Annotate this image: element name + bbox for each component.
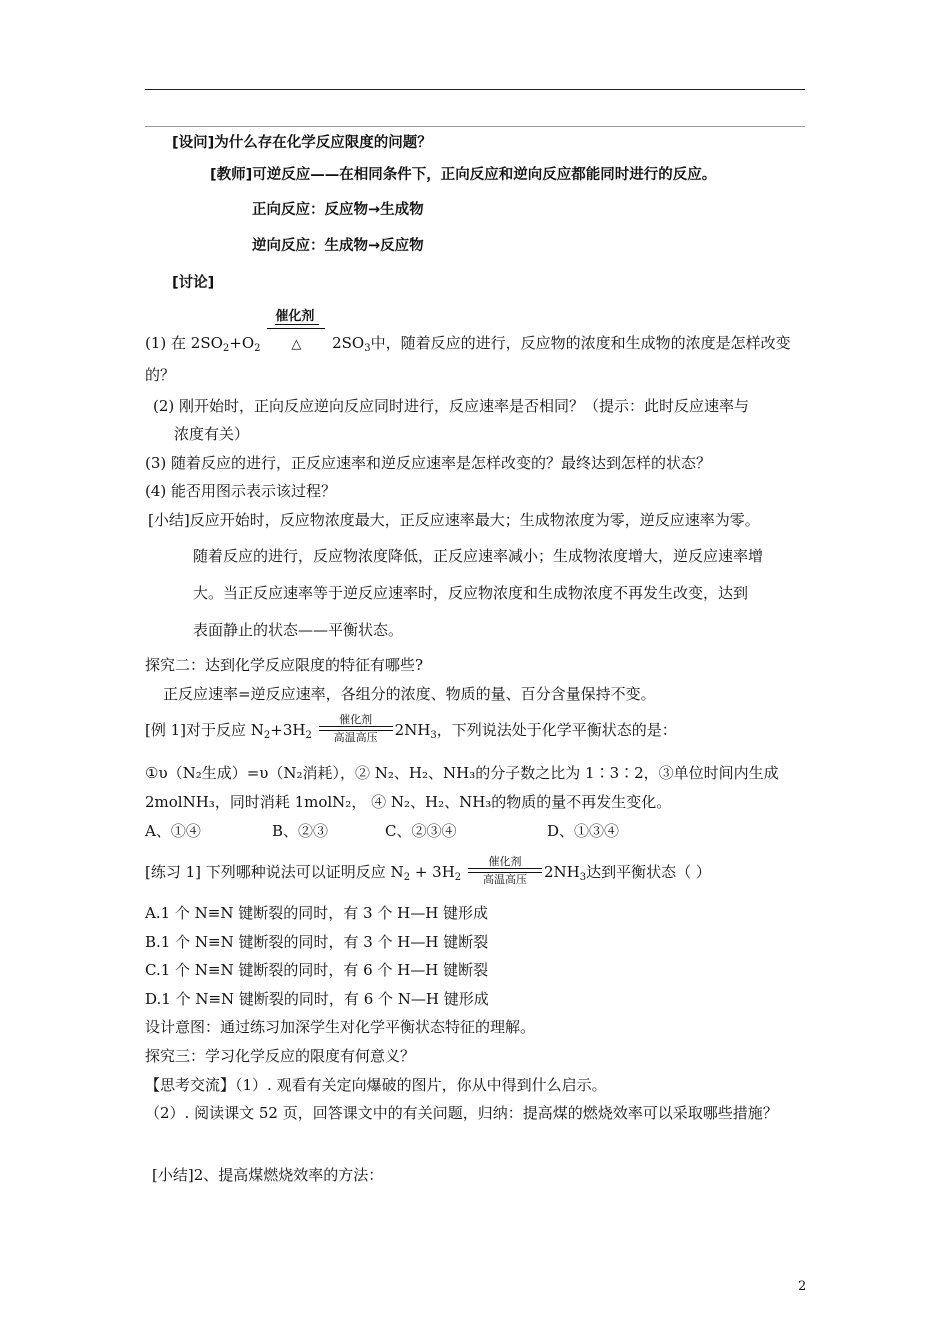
page-number: 2	[798, 1279, 807, 1294]
practice-option-a: A.1 个 N≡N 键断裂的同时，有 3 个 H—H 键形成	[145, 904, 489, 922]
equilibrium-arrow: 催化剂 高温高压	[319, 714, 393, 744]
question-3: (3) 随着反应的进行，正反应速率和逆反应速率是怎样改变的？最终达到怎样的状态？	[145, 454, 712, 472]
option-c: C、②③④	[385, 822, 457, 840]
option-d: D、①③④	[547, 822, 620, 840]
think-exchange-2: （2）. 阅读课文 52 页，回答课文中的有关问题，归纳：提高煤的燃烧效率可以采取哪些措施？	[145, 1104, 778, 1122]
teacher-line: [教师]可逆反应——在相同条件下，正向反应和逆向反应都能同时进行的反应。	[210, 167, 717, 183]
catalyst-arrow: 催化剂 △	[267, 333, 325, 355]
practice-1: [练习 1] 下列哪种说法可以证明反应 $N_2 + 3H_2$ 催化剂 高温高压 $2NH_3$达到平衡状态（ ）	[145, 855, 711, 886]
section-rule	[145, 126, 805, 127]
think-exchange: 【思考交流】（1）. 观看有关定向爆破的图片，你从中得到什么启示。	[145, 1076, 607, 1094]
question-heading: [设问]为什么存在化学反应限度的问题？	[172, 135, 432, 151]
summary-line-2: 随着反应的进行，反应物浓度降低，正反应速率减小；生成物浓度增大，逆反应速率增	[193, 547, 764, 565]
question-2-cont: 浓度有关）	[174, 425, 250, 443]
practice-option-c: C.1 个 N≡N 键断裂的同时，有 6 个 H—H 键断裂	[145, 961, 489, 979]
explore-3-heading: 探究三：学习化学反应的限度有何意义？	[145, 1047, 416, 1065]
discuss-heading: [讨论]	[172, 275, 215, 291]
option-b: B、②③	[272, 822, 329, 840]
design-intent: 设计意图：通过练习加深学生对化学平衡状态特征的理解。	[145, 1018, 536, 1036]
example-1: [例 1]对于反应 $N_2+3H_2$ 催化剂 高温高压 $2NH_3$，下列说法处于化学平衡状态的是：	[145, 713, 677, 744]
explore-2-answer: 正反应速率=逆反应速率，各组分的浓度、物质的量、百分含量保持不变。	[163, 685, 656, 703]
question-2: (2) 刚开始时，正向反应逆向反应同时进行，反应速率是否相同？（提示：此时反应速率与	[153, 397, 750, 415]
practice-option-b: B.1 个 N≡N 键断裂的同时，有 3 个 H—H 键断裂	[145, 933, 489, 951]
example-1-items: ①υ（N₂生成）=υ（N₂消耗），② N₂、H₂、NH₃的分子数之比为 1∶3∶2，③单位时间内生成	[145, 764, 779, 782]
question-1-cont: 的？	[145, 366, 176, 384]
summary-coal: [小结]2、提高煤燃烧效率的方法：	[152, 1166, 384, 1184]
summary-line-1: [小结]反应开始时，反应物浓度最大，正反应速率最大；生成物浓度为零，逆反应速率为零。	[148, 511, 760, 529]
explore-2-heading: 探究二：达到化学反应限度的特征有哪些?	[145, 656, 424, 674]
option-a: A、①④	[145, 822, 201, 840]
summary-line-3: 大。当正反应速率等于逆反应速率时，反应物浓度和生成物浓度不再发生改变，达到	[193, 584, 749, 602]
forward-reaction: 正向反应：反应物→生成物	[252, 202, 424, 218]
example-1-items-cont: 2molNH₃，同时消耗 1molN₂， ④ N₂、H₂、NH₃的物质的量不再发生变化。	[145, 793, 672, 811]
equilibrium-arrow-2: 催化剂 高温高压	[468, 856, 542, 886]
reverse-reaction: 逆向反应：生成物→反应物	[252, 238, 424, 254]
practice-option-d: D.1 个 N≡N 键断裂的同时，有 6 个 N—H 键形成	[145, 990, 489, 1008]
question-4: (4) 能否用图示表示该过程？	[145, 482, 337, 500]
summary-line-4: 表面静止的状态——平衡状态。	[193, 621, 404, 639]
header-rule	[145, 89, 805, 90]
question-1: (1) 在 $2SO_2+O_2$ 催化剂 △ $2SO_3$中，随着反应的进行，反应物的浓度和生成物的浓度是怎样改变	[145, 309, 791, 354]
